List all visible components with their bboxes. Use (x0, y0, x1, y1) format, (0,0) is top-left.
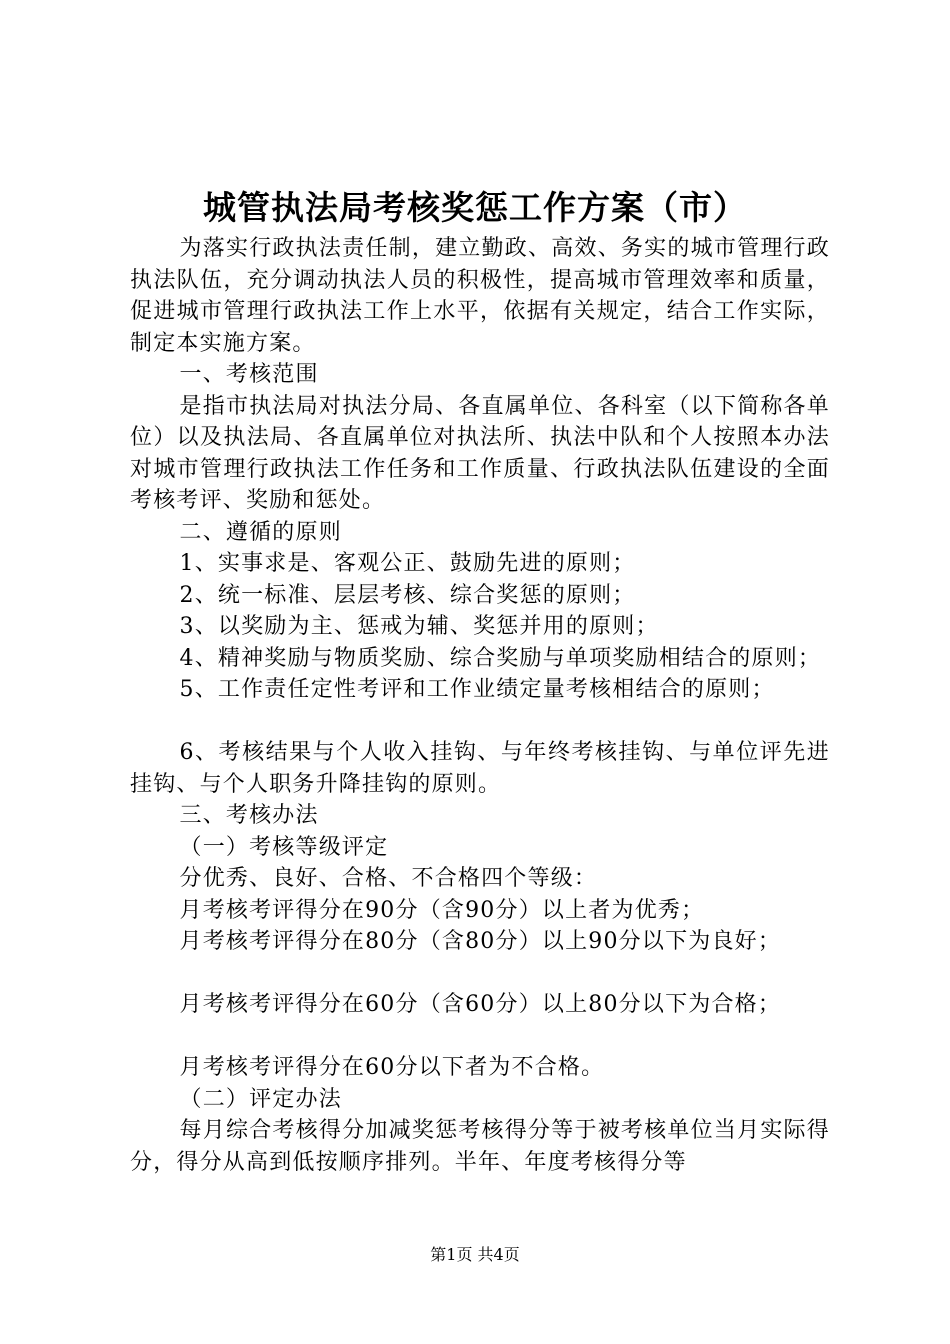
document-title: 城管执法局考核奖惩工作方案（市） (203, 188, 747, 227)
grade-good: 月考核考评得分在80分（含80分）以上90分以下为良好； (179, 929, 782, 954)
paragraph-intro: 为落实行政执法责任制，建立勤政、高效、务实的城市管理行政执法队伍，充分调动执法人员的积极性，提高城市管理效率和质量，促进城市管理行政执法工作上水平，依据有关规定，结合工作实际，制定本实施方案。 (130, 236, 830, 356)
principle-item-3: 3、以奖励为主、惩戒为辅、奖惩并用的原则； (179, 614, 659, 639)
paragraph-grade-levels: 分优秀、良好、合格、不合格四个等级： (179, 866, 598, 891)
subheading-rating-method: （二）评定办法 (179, 1086, 342, 1112)
heading-assessment-scope: 一、考核范围 (179, 362, 319, 387)
principle-item-5: 5、工作责任定性考评和工作业绩定量考核相结合的原则； (179, 677, 775, 702)
principle-item-4: 4、精神奖励与物质奖励、综合奖励与单项奖励相结合的原则； (179, 645, 822, 671)
heading-assessment-method: 三、考核办法 (179, 803, 319, 828)
document-body (130, 233, 830, 1178)
principle-item-6: 6、考核结果与个人收入挂钩、与年终考核挂钩、与单位评先进挂钩、与个人职务升降挂钩的原则。 (130, 740, 830, 797)
grade-pass: 月考核考评得分在60分（含60分）以上80分以下为合格； (179, 992, 782, 1017)
principle-item-2: 2、统一标准、层层考核、综合奖惩的原则； (179, 582, 636, 608)
grade-excellent: 月考核考评得分在90分（含90分）以上者为优秀； (179, 897, 705, 923)
principle-item-1: 1、实事求是、客观公正、鼓励先进的原则； (179, 551, 636, 576)
subheading-grade-rating: （一）考核等级评定 (179, 834, 389, 860)
grade-fail: 月考核考评得分在60分以下者为不合格。 (179, 1055, 605, 1080)
paragraph-rating-method: 每月综合考核得分加减奖惩考核得分等于被考核单位当月实际得分，得分从高到低按顺序排列。半年、年度考核得分等 (130, 1118, 830, 1175)
heading-principles: 二、遵循的原则 (179, 519, 342, 545)
page-footer: 第1页 共4页 (430, 1245, 520, 1264)
paragraph-scope: 是指市执法局对执法分局、各直属单位、各科室（以下简称各单位）以及执法局、各直属单位对执法所、执法中队和个人按照本办法对城市管理行政执法工作任务和工作质量、行政执法队伍建设的全面考核考评、奖励和惩处。 (130, 393, 830, 513)
